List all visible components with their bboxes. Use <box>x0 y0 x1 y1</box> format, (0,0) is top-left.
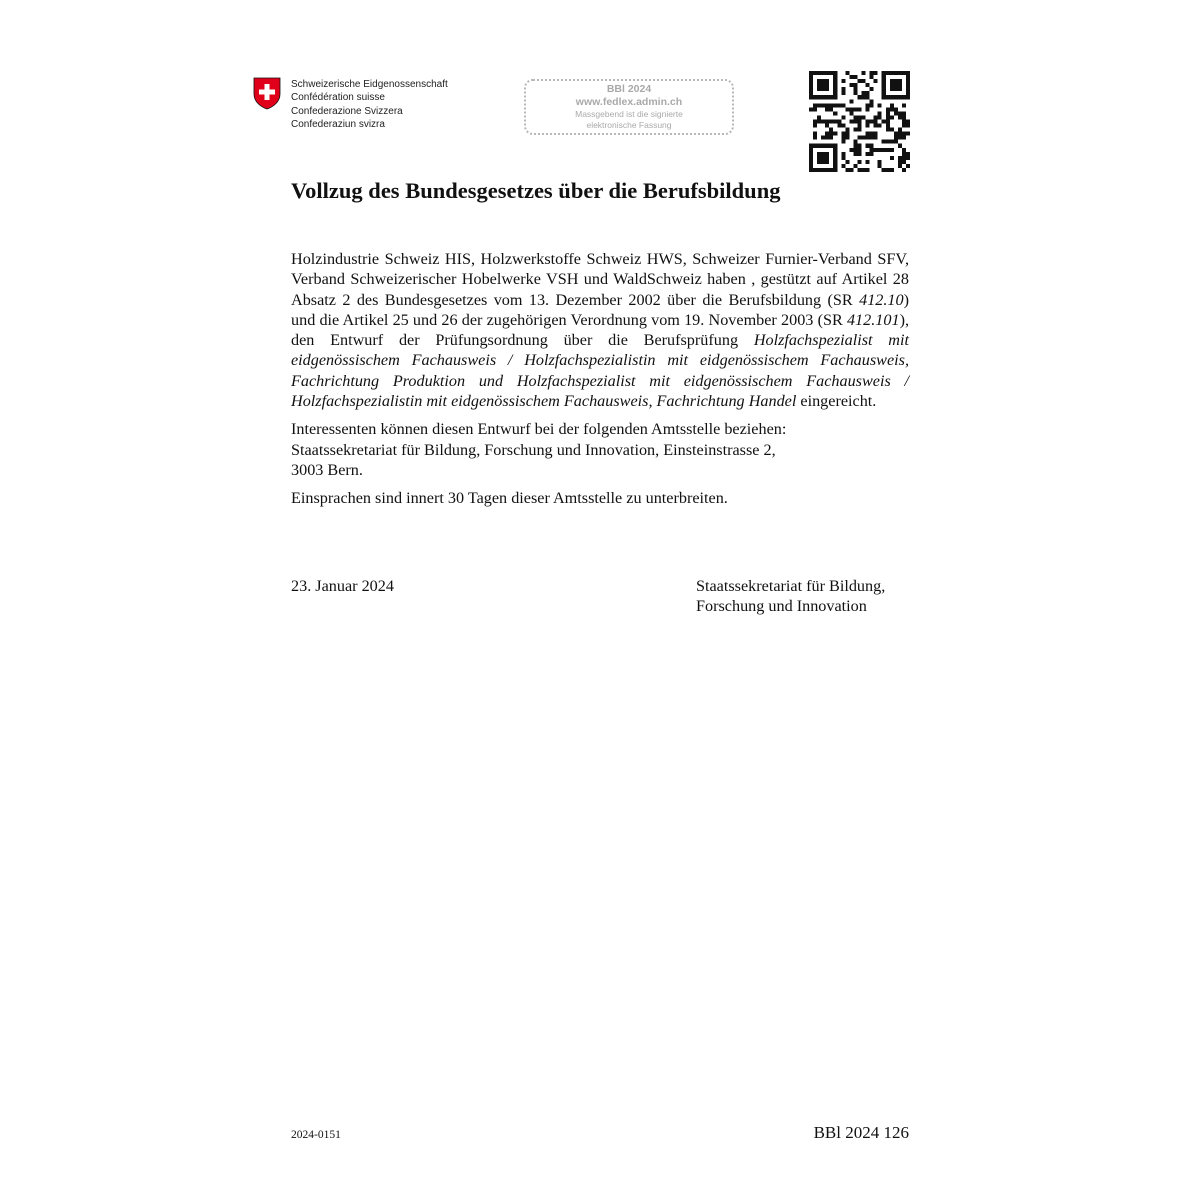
signature-line-2: Forschung und Innovation <box>696 597 867 616</box>
logo-line-de: Schweizerische Eidgenossenschaft <box>291 79 448 90</box>
sr-number-2: 412.101 <box>846 310 900 329</box>
signature-block <box>696 576 885 617</box>
para1-text-2: ) und die Artikel 25 und 26 der zugehörigen Verordnung vom 19. November 2003 (SR <box>291 290 909 329</box>
stamp-line-4: elektronische Fassung <box>586 120 672 130</box>
bbl-reference: BBl 2024 126 <box>813 1123 909 1142</box>
sr-number-1: 412.10 <box>859 290 904 309</box>
document-number: 2024-0151 <box>291 1129 341 1141</box>
document-body <box>291 249 909 517</box>
page-title: Vollzug des Bundesgesetzes über die Berufsbildung <box>291 178 781 203</box>
stamp-line-1: BBl 2024 <box>606 83 652 95</box>
document-date: 23. Januar 2024 <box>291 577 394 595</box>
federal-name-block <box>291 78 448 131</box>
contact-line-3: 3003 Bern. <box>291 460 363 479</box>
para1-text-3: ), den Entwurf der Prüfungsordnung über die Berufsprüfung <box>291 310 909 350</box>
fedlex-stamp <box>524 79 734 135</box>
logo-line-rm: Confederaziun svizra <box>291 118 385 130</box>
para1-text-4: eingereicht. <box>796 392 877 411</box>
paragraph-submission <box>291 249 909 411</box>
swiss-coat-of-arms-icon <box>253 77 281 110</box>
exam-title: Holzfachspezialist mit eidgenössischem Fachausweis / Holzfachspezialistin mit eidgenössischem Fachausweis, Fachrichtung Produktion und Holzfachspezialist mit eidgenössischem Fachausweis / Holzfachspezialistin mit eidgenössischem Fachausweis, Fachrichtung Handel <box>291 331 909 411</box>
logo-line-fr: Confédération suisse <box>291 92 385 104</box>
contact-line-1: Interessenten können diesen Entwurf bei der folgenden Amtsstelle beziehen: <box>291 420 787 439</box>
paragraph-objections: Einsprachen sind innert 30 Tagen dieser Amtsstelle zu unterbreiten. <box>291 489 728 508</box>
stamp-line-2: www.fedlex.admin.ch <box>575 96 683 108</box>
contact-line-2: Staatssekretariat für Bildung, Forschung und Innovation, Einsteinstrasse 2, <box>291 440 776 459</box>
paragraph-contact <box>291 419 909 480</box>
qr-code-icon <box>809 71 910 172</box>
stamp-line-3: Massgebend ist die signierte <box>575 109 683 119</box>
logo-line-it: Confederazione Svizzera <box>291 105 403 117</box>
signature-line-1: Staatssekretariat für Bildung, <box>696 577 886 595</box>
para1-text-1: Holzindustrie Schweiz HIS, Holzwerkstoffe Schweiz HWS, Schweizer Furnier-Verband SFV, Verband Schweizerischer Hobelwerke VSH und WaldSchweiz haben , gestützt auf Artikel 28 Absatz 2 des Bundesgesetzes vom 13. Dezember 2002 über die Berufsbildung (SR <box>291 250 909 309</box>
